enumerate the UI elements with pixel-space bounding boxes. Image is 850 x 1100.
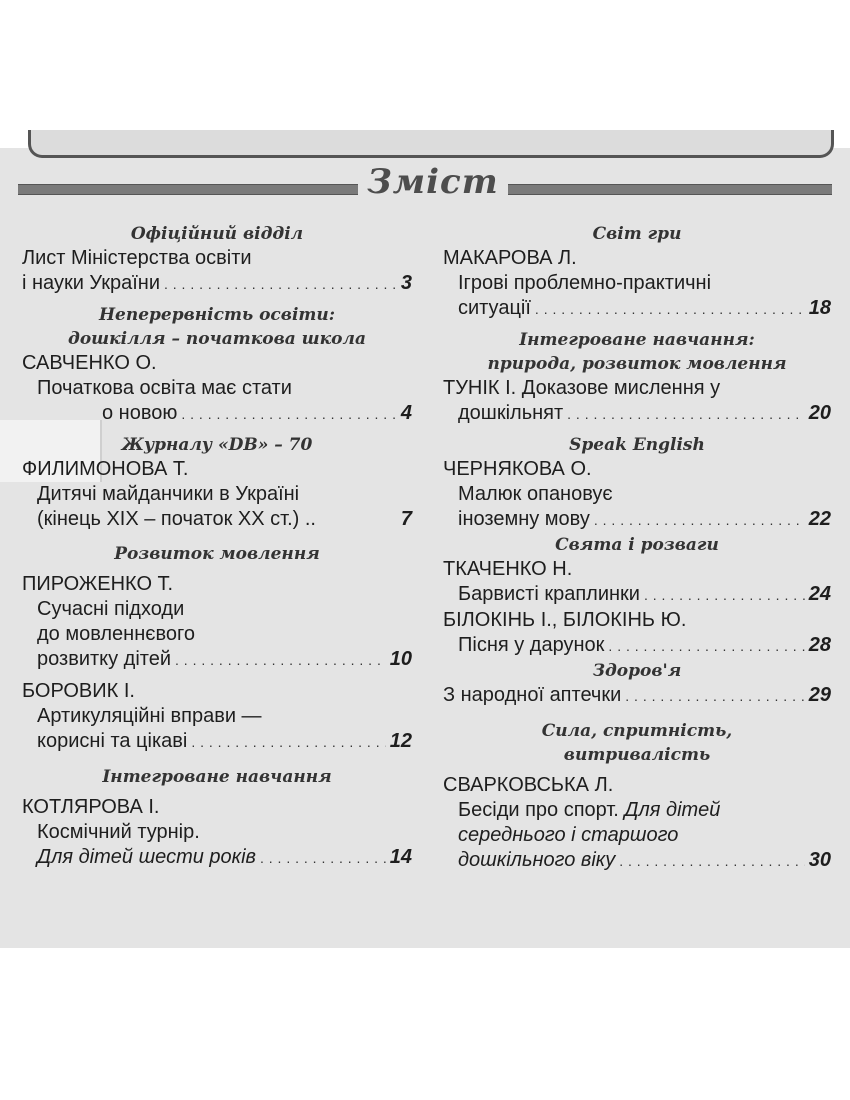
section-title: Офіційний відділ: [130, 224, 304, 244]
toc-section: [443, 222, 831, 322]
entry-title-line: о новою: [102, 402, 178, 424]
toc-entry[interactable]: [22, 507, 412, 532]
dot-leader: [181, 401, 397, 427]
entry-title-line: Артикуляційні вправи —: [37, 705, 262, 727]
dot-leader: [535, 296, 805, 322]
toc-section: [22, 765, 412, 871]
entry-title-line: дошкільнят: [458, 402, 564, 424]
author-name: САВЧЕНКО О.: [22, 352, 157, 374]
toc-entry[interactable]: [443, 296, 831, 322]
entry-title-line: Пісня у дарунок: [458, 634, 605, 656]
toc-section: [443, 533, 831, 659]
entry-title-line: З народної аптечки: [443, 684, 622, 706]
page-number: 12: [389, 730, 412, 752]
page-number: 29: [808, 684, 831, 706]
entry-title-line: Лист Міністерства освіти: [22, 247, 252, 269]
entry-title-line: розвитку дітей: [37, 648, 172, 670]
toc-entry[interactable]: [443, 848, 831, 874]
toc-section: [443, 719, 831, 874]
contents-header: [18, 162, 832, 212]
section-title: дошкілля – початкова школа: [68, 329, 366, 349]
toc-section: [443, 433, 831, 533]
toc-section: [22, 303, 412, 427]
page-title: Зміст: [367, 162, 499, 202]
dot-leader: [260, 845, 386, 871]
toc-column-right: [443, 222, 831, 874]
entry-title-line: Початкова освіта має стати: [37, 377, 292, 399]
entry-title-line: до мовленнєвого: [37, 623, 195, 645]
entry-title-line: [443, 798, 831, 823]
entry-title-line: Барвисті краплинки: [458, 583, 640, 605]
dot-leader: [619, 848, 805, 874]
dot-leader: [625, 683, 804, 709]
section-title: Speak English: [569, 435, 705, 455]
toc-entry[interactable]: [443, 582, 831, 608]
page-number: 14: [389, 846, 412, 868]
entry-title-line: Ігрові проблемно-практичні: [458, 272, 712, 294]
entry-title-line: Для дітей шести років: [37, 846, 256, 868]
dot-leader: [608, 633, 804, 659]
author-name: КОТЛЯРОВА І.: [22, 796, 160, 818]
header-rule-right: [508, 184, 832, 195]
author-name: ПИРОЖЕНКО Т.: [22, 573, 174, 595]
entry-title-line: Космічний турнір.: [37, 821, 200, 843]
page-number: 30: [808, 849, 831, 871]
entry-title-line: Малюк опановує: [458, 483, 613, 505]
toc-entry[interactable]: [443, 401, 831, 427]
page-number: 10: [389, 648, 412, 670]
section-title: Інтегроване навчання: [102, 767, 332, 787]
toc-section: [22, 433, 412, 532]
entry-title-part: Бесіди про спорт.: [458, 799, 625, 821]
entry-subtitle-part: Для дітей: [624, 799, 721, 821]
header-rule-left: [18, 184, 358, 195]
page-number: 7: [400, 508, 412, 530]
entry-title-line: середнього і старшого: [458, 824, 679, 846]
top-frame-border: [28, 130, 834, 158]
entry-title-line: корисні та цікаві: [37, 730, 188, 752]
section-title: Неперервність освіти:: [98, 305, 336, 325]
dot-leader: [594, 507, 805, 533]
section-title: Журналу «DB» – 70: [121, 435, 313, 455]
toc-entry[interactable]: [443, 633, 831, 659]
entry-title-line: ТУНІК І. Доказове мислення у: [443, 377, 721, 399]
section-title: Свята і розваги: [555, 535, 719, 555]
toc-entry[interactable]: [22, 271, 412, 297]
toc-entry[interactable]: [443, 507, 831, 533]
section-title: Розвиток мовлення: [114, 544, 320, 564]
entry-title-line: Дитячі майданчики в Україні: [37, 483, 300, 505]
dot-leader: [644, 582, 805, 608]
page-number: 4: [400, 402, 412, 424]
toc-column-left: [22, 222, 412, 871]
section-title: Сила, спритність,: [541, 721, 733, 741]
entry-title-line: іноземну мову: [458, 508, 590, 530]
author-name: БОРОВИК І.: [22, 680, 135, 702]
page-number: 3: [400, 272, 412, 294]
dot-leader: [164, 271, 397, 297]
page-number: 20: [808, 402, 831, 424]
section-title: витривалість: [563, 745, 711, 765]
toc-entry[interactable]: [22, 729, 412, 755]
dot-leader: [191, 729, 385, 755]
page-number: 18: [808, 297, 831, 319]
toc-section: [443, 659, 831, 709]
toc-entry[interactable]: [22, 845, 412, 871]
entry-title-line: і науки України: [22, 272, 160, 294]
page-number: 22: [808, 508, 831, 530]
author-name: МАКАРОВА Л.: [443, 247, 577, 269]
entry-title-line: Сучасні підходи: [37, 598, 185, 620]
author-name: ФИЛИМОНОВА Т.: [22, 458, 189, 480]
section-title: Інтегроване навчання:: [519, 330, 755, 350]
section-title: Здоров'я: [592, 661, 682, 681]
entry-title-line: дошкільного віку: [458, 849, 616, 871]
section-title: природа, розвиток мовлення: [487, 354, 787, 374]
toc-section: [22, 542, 412, 755]
toc-entry[interactable]: [22, 647, 412, 673]
toc-entry[interactable]: [22, 401, 412, 427]
section-title: Світ гри: [592, 224, 682, 244]
page-number: 28: [808, 634, 831, 656]
dot-leader: [175, 647, 386, 673]
author-name: СВАРКОВСЬКА Л.: [443, 774, 614, 796]
toc-section: [22, 222, 412, 297]
entry-title-line: (кінець XIX – початок XX ст.) ..: [37, 508, 316, 530]
entry-title-line: ситуації: [458, 297, 531, 319]
author-name: БІЛОКІНЬ І., БІЛОКІНЬ Ю.: [443, 609, 687, 631]
toc-section: [443, 328, 831, 427]
toc-entry[interactable]: [443, 683, 831, 709]
dot-leader: [567, 401, 805, 427]
page-number: 24: [808, 583, 831, 605]
author-name: ТКАЧЕНКО Н.: [443, 558, 573, 580]
author-name: ЧЕРНЯКОВА О.: [443, 458, 592, 480]
